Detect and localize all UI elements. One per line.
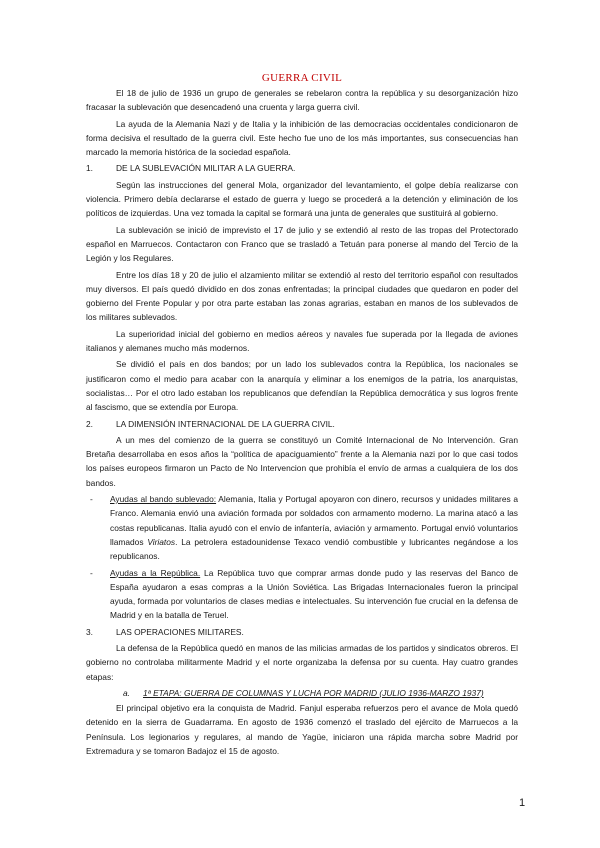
stage-heading bbox=[86, 686, 518, 700]
bullet-text bbox=[110, 492, 518, 563]
bullet-body: La República tuvo que comprar armas donde pudo y las reservas del Banco de España ayudaron a esas compras a la Unión Soviética. Las Brigadas Internacionales fueron la principal ayuda, formada por voluntarios de clases medias e intelectuales. Su intervención fue crucial en la defensa de Madrid y en la batalla de Teruel. bbox=[110, 567, 518, 621]
page-number: 1 bbox=[519, 797, 526, 809]
bullet-body: Alemania, Italia y Portugal apoyaron con dinero, recursos y unidades militares a Franco. Alemania envió una aviación formada por soldados con armamento moderno. La marina atacó a las costas republicanas. Italia ayudó con el envío de infantería, aviación y armamento. Portugal envió voluntarios llamados bbox=[110, 494, 518, 547]
section-3-heading bbox=[86, 625, 518, 639]
bullet-dash: - bbox=[90, 567, 93, 578]
list-item bbox=[86, 566, 518, 623]
bullet-body: . La petrolera estadounidense Texaco vendió combustible y lubricantes negándose a los republicanos. bbox=[110, 536, 519, 562]
section-1-paragraph: La superioridad inicial del gobierno en medios aéreos y navales fue superada por la llegada de aviones italianos y alemanes mucho más modernos. bbox=[86, 328, 518, 354]
bullet-label: Ayudas a la República. bbox=[110, 567, 201, 578]
section-1-paragraph: Entre los días 18 y 20 de julio el alzamiento militar se extendió al resto del territorio español con resultados muy diversos. El país quedó dividido en dos zonas enfrentadas; la principal ciudades que quedaron en poder del gobierno del Frente Popular y por otra parte estaban las zonas agrarias, estaban en manos de los sublevados de los militares sublevados. bbox=[86, 269, 518, 323]
stage-paragraph: El principal objetivo era la conquista de Madrid. Fanjul esperaba refuerzos pero el avance de Mola quedó detenido en la sierra de Guadarrama. En agosto de 1936 comenzó el traslado del ejército de Marruecos a la Península. Los legionarios y regulares, al mando de Yagüe, iniciaron una rápida marcha sobre Madrid por Extremadura y se tomaron Badajoz el 15 de agosto. bbox=[86, 703, 518, 757]
bullet-text bbox=[110, 566, 518, 623]
stage-letter: a. bbox=[123, 687, 130, 698]
section-1-paragraph: Según las instrucciones del general Mola, organizador del levantamiento, el golpe debía realizarse con violencia. Primero debía declararse el estado de guerra y luego se procederá a la detención y eliminación de los políticos de izquierdas. Una vez tomada la capital se formará una junta de generales que sustituirá al gobierno. bbox=[86, 179, 518, 219]
bullet-dash: - bbox=[90, 494, 93, 505]
section-3-title: LAS OPERACIONES MILITARES. bbox=[116, 626, 244, 637]
intro-paragraph-2: La ayuda de la Alemania Nazi y de Italia y la inhibición de las democracias occidentales condicionaron de forma decisiva el resultado de la guerra civil. Este hecho fue uno de los más importantes, sus consecuencias han marcado la memoria histórica de la sociedad española. bbox=[86, 118, 518, 158]
section-2-paragraph: A un mes del comienzo de la guerra se constituyó un Comité Internacional de No Intervención. Gran Bretaña desarrollaba en esos años la “política de apaciguamiento” frente a la Alemania nazi por lo que casi todos los países europeos firmaron un Pacto de No Intervencion que prohibía el envío de armas a cualquiera de los dos bandos. bbox=[86, 434, 518, 488]
section-3-paragraph: La defensa de la República quedó en manos de las milicias armadas de los partidos y sindicatos obreros. El gobierno no controlaba militarmente Madrid y el norte organizaba la defensa por su cuenta. Hay cuatro grandes etapas: bbox=[86, 642, 518, 682]
section-1-title: DE LA SUBLEVACIÓN MILITAR A LA GUERRA. bbox=[116, 163, 296, 174]
intro-paragraph-1: El 18 de julio de 1936 un grupo de generales se rebelaron contra la república y su desorganización hizo fracasar la sublevación que desencadenó una cruenta y larga guerra civil. bbox=[86, 88, 518, 113]
bullet-label: Ayudas al bando sublevado: bbox=[110, 494, 217, 505]
section-2-heading bbox=[86, 417, 518, 431]
aid-list bbox=[86, 492, 518, 623]
section-1-number: 1. bbox=[86, 163, 93, 174]
stage-title: 1ª ETAPA: GUERRA DE COLUMNAS Y LUCHA POR MADRID (JULIO 1936-MARZO 1937) bbox=[143, 687, 484, 698]
section-2-title: LA DIMENSIÓN INTERNACIONAL DE LA GUERRA CIVIL. bbox=[116, 418, 335, 429]
bullet-italic-term: Viriatos bbox=[147, 536, 176, 547]
section-2-number: 2. bbox=[86, 418, 93, 429]
section-1-heading bbox=[86, 161, 518, 175]
section-1-paragraph: La sublevación se inició de imprevisto el 17 de julio y se extendió al resto de las tropas del Protectorado español en Marruecos. Contactaron con Franco que se trasladó a Tetuán para ponerse al mando del Tercio de la Legión y los Regulares. bbox=[86, 224, 518, 264]
list-item bbox=[86, 492, 518, 563]
document-body bbox=[86, 70, 518, 760]
section-3-number: 3. bbox=[86, 626, 93, 637]
document-title: GUERRA CIVIL bbox=[261, 72, 343, 84]
section-1-paragraph: Se dividió el país en dos bandos; por un lado los sublevados contra la República, los nacionales se justificaron como el medio para acabar con la anarquía y eliminar a los enemigos de la patria, los anarquistas, socialistas… Por el otro lado estaban los republicanos que defendían la República democrática y sus logros frente al fascismo, que se extendía por Europa. bbox=[86, 359, 518, 413]
